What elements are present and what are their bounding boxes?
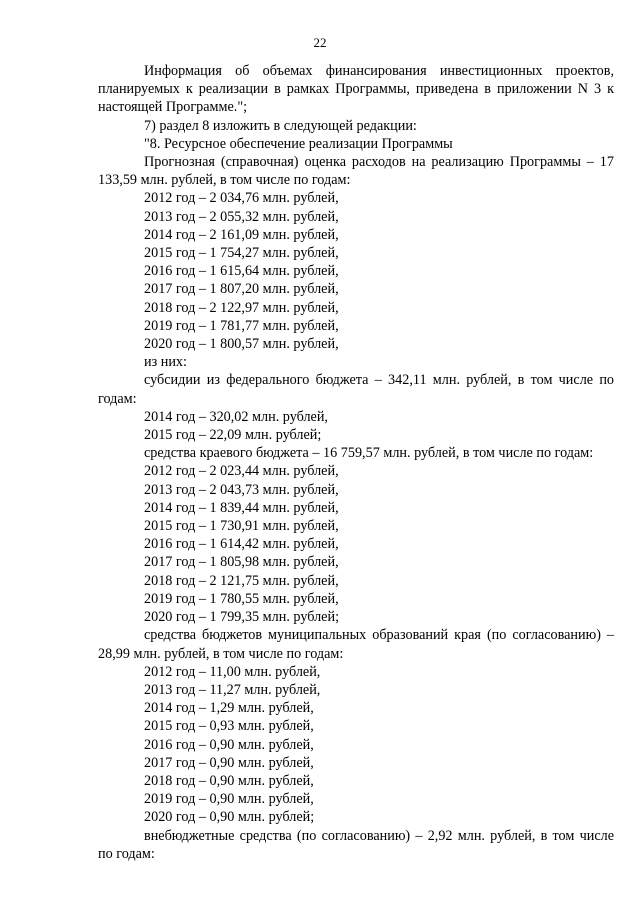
list-line: 2013 год – 2 055,32 млн. рублей, [144,208,339,225]
list-line: 2016 год – 1 614,42 млн. рублей, [144,536,339,553]
list-line: 2016 год – 1 615,64 млн. рублей, [144,263,339,280]
paragraph: субсидии из федерального бюджета – 342,11 млн. рублей, в том числе по годам: [98,372,614,407]
paragraph: Прогнозная (справочная) оценка расходов на реализацию Программы – 17 133,59 млн. рублей, в том числе по годам: [98,154,614,189]
list-line: 2012 год – 2 023,44 млн. рублей, [144,463,339,480]
list-line: 2015 год – 1 730,91 млн. рублей, [144,518,339,535]
list-line: 2019 год – 1 780,55 млн. рублей, [144,590,339,607]
document-body [98,62,614,863]
list-line: 2018 год – 2 121,75 млн. рублей, [144,572,339,589]
list-line: 2019 год – 0,90 млн. рублей, [144,791,314,808]
list-line: 2016 год – 0,90 млн. рублей, [144,736,314,753]
list-line: 2015 год – 0,93 млн. рублей, [144,718,314,735]
list-line: 2020 год – 1 800,57 млн. рублей, [144,336,339,353]
list-line: 2015 год – 1 754,27 млн. рублей, [144,245,339,262]
list-line: 2017 год – 1 807,20 млн. рублей, [144,281,339,298]
list-line: 2014 год – 2 161,09 млн. рублей, [144,226,339,243]
list-line: 2014 год – 320,02 млн. рублей, [144,408,328,425]
list-line: 2012 год – 11,00 млн. рублей, [144,663,321,680]
list-line: 2013 год – 2 043,73 млн. рублей, [144,481,339,498]
list-line: 2017 год – 1 805,98 млн. рублей, [144,554,339,571]
list-line: 2019 год – 1 781,77 млн. рублей, [144,317,339,334]
list-line: 2012 год – 2 034,76 млн. рублей, [144,190,339,207]
list-line: 2017 год – 0,90 млн. рублей, [144,754,314,771]
page-number: 22 [313,35,327,50]
paragraph: средства краевого бюджета – 16 759,57 млн. рублей, в том числе по годам: [144,445,594,462]
list-line: 2014 год – 1,29 млн. рублей, [144,700,314,717]
paragraph: внебюджетные средства (по согласованию) – 2,92 млн. рублей, в том числе по годам: [98,827,614,862]
list-line: 2015 год – 22,09 млн. рублей; [144,427,322,444]
list-line: 2013 год – 11,27 млн. рублей, [144,681,321,698]
list-line: 7) раздел 8 изложить в следующей редакции: [144,117,417,134]
list-line: 2018 год – 0,90 млн. рублей, [144,772,314,789]
paragraph: средства бюджетов муниципальных образований края (по согласованию) – 28,99 млн. рублей, в том числе по годам: [98,627,614,662]
list-line: 2014 год – 1 839,44 млн. рублей, [144,499,339,516]
paragraph: Информация об объемах финансирования инвестиционных проектов, планируемых к реализации в рамках Программы, приведена в приложении N 3 к настоящей Программе."; [98,63,614,116]
list-line: "8. Ресурсное обеспечение реализации Программы [144,135,453,152]
list-line: 2018 год – 2 122,97 млн. рублей, [144,299,339,316]
list-line: 2020 год – 1 799,35 млн. рублей; [144,609,340,626]
list-line: 2020 год – 0,90 млн. рублей; [144,809,315,826]
list-line: из них: [144,354,187,371]
